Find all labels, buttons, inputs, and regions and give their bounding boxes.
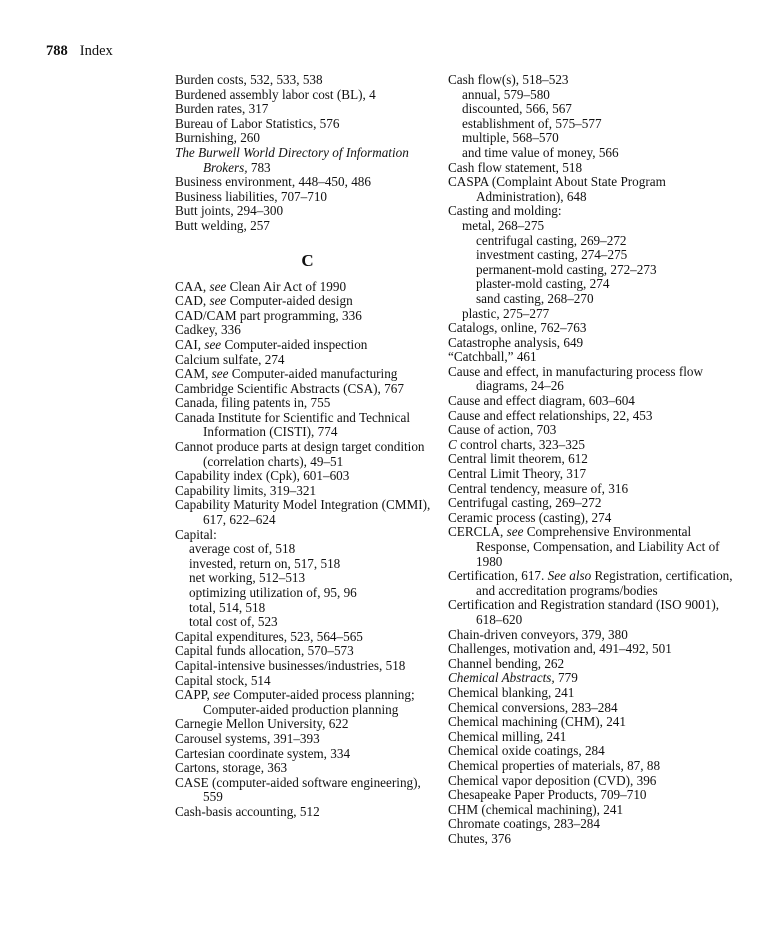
index-entry: Cadkey, 336 <box>175 322 241 338</box>
index-subentry: multiple, 568–570 <box>462 130 559 146</box>
index-subentry: plaster-mold casting, 274 <box>476 276 610 292</box>
index-subentry: average cost of, 518 <box>189 541 296 557</box>
index-entry: Centrifugal casting, 269–272 <box>448 495 602 511</box>
index-entry: Central limit theorem, 612 <box>448 451 588 467</box>
index-entry: Capital funds allocation, 570–573 <box>175 643 354 659</box>
index-entry: CAA, see Clean Air Act of 1990 <box>175 278 347 294</box>
index-entry: Chemical properties of materials, 87, 88 <box>448 757 661 773</box>
index-entry: Capability Maturity Model Integration (CMMI), 617, 622–624 <box>175 497 431 528</box>
index-entry: Chemical milling, 241 <box>448 728 567 744</box>
index-entry: Chemical vapor deposition (CVD), 396 <box>448 772 657 788</box>
section-title: Index <box>79 43 113 59</box>
index-subentry: total cost of, 523 <box>189 614 278 630</box>
index-entry: CAD, see Computer-aided design <box>175 293 353 309</box>
index-entry: Central tendency, measure of, 316 <box>448 480 629 496</box>
index-entry: Burden rates, 317 <box>175 101 269 117</box>
index-entry: Burden costs, 532, 533, 538 <box>175 72 323 87</box>
index-subentry: and time value of money, 566 <box>462 144 619 160</box>
index-entry: CAM, see Computer-aided manufacturing <box>175 366 398 382</box>
index-entry: Ceramic process (casting), 274 <box>448 509 612 525</box>
index-subentry: plastic, 275–277 <box>462 305 550 321</box>
index-entry: Business liabilities, 707–710 <box>175 188 328 204</box>
index-entry: Cash-basis accounting, 512 <box>175 803 320 819</box>
index-column-left <box>175 73 440 820</box>
index-subentry: net working, 512–513 <box>189 570 306 586</box>
index-subentry: invested, return on, 517, 518 <box>189 555 341 571</box>
index-entry: Butt welding, 257 <box>175 217 270 233</box>
index-entry: Canada Institute for Scientific and Technical Information (CISTI), 774 <box>175 409 411 440</box>
index-entry: Capital stock, 514 <box>175 672 271 688</box>
index-entry: Catalogs, online, 762–763 <box>448 320 587 336</box>
index-entry: C control charts, 323–325 <box>448 436 585 452</box>
index-entry: Chemical blanking, 241 <box>448 684 575 700</box>
index-entry: Burdened assembly labor cost (BL), 4 <box>175 86 376 102</box>
index-entry: The Burwell World Directory of Information Brokers, 783 <box>175 144 409 175</box>
index-entry: Certification, 617. See also Registration, certification, and accreditation programs/bodies <box>448 568 733 598</box>
index-entry: Business environment, 448–450, 486 <box>175 174 371 190</box>
index-entry: CERCLA, see Comprehensive Environmental Response, Compensation, and Liability Act of 1980 <box>448 524 720 569</box>
index-entry: Chemical machining (CHM), 241 <box>448 714 626 730</box>
index-entry: CASPA (Complaint About State Program Administration), 648 <box>448 174 666 204</box>
index-entry: CAD/CAM part programming, 336 <box>175 307 362 323</box>
index-letter-heading: C <box>301 250 314 270</box>
index-entry: Cartons, storage, 363 <box>175 760 288 776</box>
index-entry: Chemical Abstracts, 779 <box>448 670 578 686</box>
index-entry: Cause and effect relationships, 22, 453 <box>448 407 653 423</box>
index-subentry: investment casting, 274–275 <box>476 247 628 263</box>
index-entry: Casting and molding: <box>448 203 562 219</box>
index-entry: “Catchball,” 461 <box>448 349 537 365</box>
index-entry: Canada, filing patents in, 755 <box>175 395 331 411</box>
index-entry: Cause and effect diagram, 603–604 <box>448 393 635 409</box>
index-entry: Carousel systems, 391–393 <box>175 730 320 746</box>
index-entry: Cannot produce parts at design target condition (correlation charts), 49–51 <box>175 439 425 469</box>
page-header <box>46 42 113 60</box>
index-entry: Cambridge Scientific Abstracts (CSA), 767 <box>175 380 404 396</box>
index-entry: Burnishing, 260 <box>175 130 260 146</box>
index-entry: Carnegie Mellon University, 622 <box>175 716 349 732</box>
index-entry: Capability index (Cpk), 601–603 <box>175 468 350 484</box>
index-subentry: centrifugal casting, 269–272 <box>476 232 627 248</box>
index-entry: CAPP, see Computer-aided process planning; Computer-aided production planning <box>175 687 415 717</box>
page-number: 788 <box>46 43 68 59</box>
index-entry: Cause of action, 703 <box>448 422 557 438</box>
index-entry: CASE (computer-aided software engineering), 559 <box>175 774 421 805</box>
index-entry: Channel bending, 262 <box>448 655 565 671</box>
index-subentry: establishment of, 575–577 <box>462 115 602 131</box>
index-entry: Catastrophe analysis, 649 <box>448 334 584 350</box>
index-entry: Capital: <box>175 526 217 542</box>
index-entry: Challenges, motivation and, 491–492, 501 <box>448 641 672 657</box>
index-entry: Cartesian coordinate system, 334 <box>175 745 351 761</box>
index-entry: Butt joints, 294–300 <box>175 203 284 219</box>
index-entry: Cash flow(s), 518–523 <box>448 72 569 87</box>
index-entry: Capability limits, 319–321 <box>175 482 317 498</box>
index-subentry: total, 514, 518 <box>189 599 266 615</box>
index-entry: Cause and effect, in manufacturing process flow diagrams, 24–26 <box>448 363 703 394</box>
index-entry: Bureau of Labor Statistics, 576 <box>175 115 340 131</box>
index-subentry: permanent-mold casting, 272–273 <box>476 261 657 277</box>
index-entry: Chutes, 376 <box>448 830 512 846</box>
index-entry: Calcium sulfate, 274 <box>175 351 285 367</box>
index-subentry: optimizing utilization of, 95, 96 <box>189 585 357 600</box>
index-subentry: sand casting, 268–270 <box>476 290 594 306</box>
index-column-right <box>448 73 748 846</box>
index-entry: Cash flow statement, 518 <box>448 159 583 175</box>
index-subentry: annual, 579–580 <box>462 86 550 102</box>
index-entry: Chromate coatings, 283–284 <box>448 816 600 832</box>
index-entry: Chain-driven conveyors, 379, 380 <box>448 626 628 642</box>
index-entry: Capital expenditures, 523, 564–565 <box>175 628 363 644</box>
index-entry: Certification and Registration standard (ISO 9001), 618–620 <box>448 597 720 627</box>
index-entry: Chemical conversions, 283–284 <box>448 699 618 715</box>
index-entry: Chesapeake Paper Products, 709–710 <box>448 787 647 803</box>
index-entry: Central Limit Theory, 317 <box>448 466 587 482</box>
index-entry: CHM (chemical machining), 241 <box>448 801 624 817</box>
index-subentry: metal, 268–275 <box>462 217 545 233</box>
index-subentry: discounted, 566, 567 <box>462 101 572 117</box>
index-entry: Chemical oxide coatings, 284 <box>448 743 605 759</box>
index-entry: CAI, see Computer-aided inspection <box>175 336 368 352</box>
index-entry: Capital-intensive businesses/industries, 518 <box>175 657 406 673</box>
